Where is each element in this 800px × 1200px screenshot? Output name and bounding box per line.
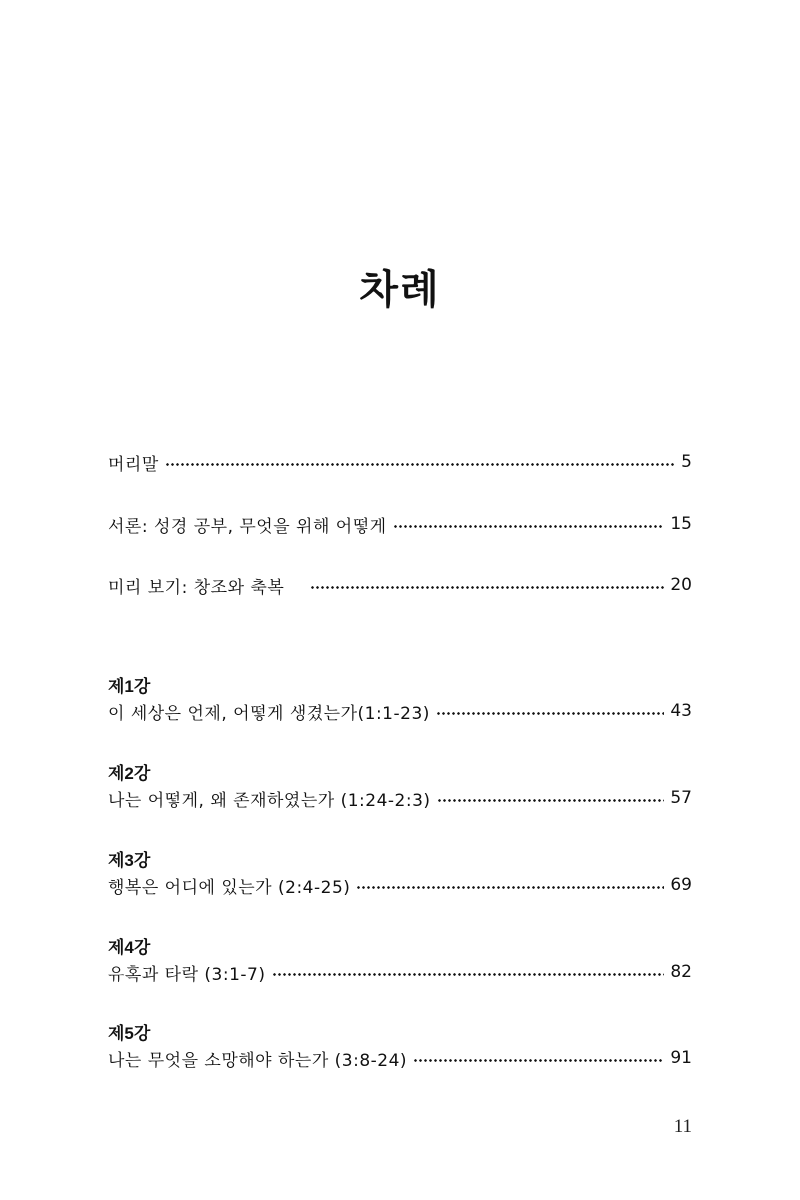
toc-entry-preface[interactable]: [108, 446, 692, 478]
toc-entry-page: 43: [670, 701, 692, 721]
toc-entry-page: 69: [670, 875, 692, 895]
toc-entry-page: 20: [670, 575, 692, 595]
toc-entry-label: 이 세상은 언제, 어떻게 생겼는가(1:1-23): [108, 703, 430, 724]
toc-entry-label: 나는 어떻게, 왜 존재하였는가 (1:24-2:3): [108, 790, 431, 811]
toc-leader-dots: [272, 973, 665, 976]
toc-leader-dots: [413, 1059, 664, 1062]
toc-leader-dots: [356, 886, 664, 889]
lecture-heading: 제5강: [108, 1024, 151, 1043]
toc-entry-introduction[interactable]: [108, 508, 692, 540]
toc-leader-dots: [310, 586, 664, 589]
toc-entry-page: 15: [670, 514, 692, 534]
page-title: 차례: [359, 267, 441, 313]
lecture-heading: 제3강: [108, 851, 151, 870]
toc-entry-label: 서론: 성경 공부, 무엇을 위해 어떻게: [108, 516, 387, 537]
page-number: 11: [673, 1116, 692, 1137]
toc-entry-label: 유혹과 타락 (3:1-7): [108, 964, 266, 985]
toc-leader-dots: [436, 712, 664, 715]
lecture-heading: 제4강: [108, 938, 151, 957]
toc-leader-dots: [437, 799, 665, 802]
lecture-heading: 제1강: [108, 677, 151, 696]
toc-entry-lecture-2[interactable]: [108, 782, 692, 814]
toc-leader-dots: [165, 463, 675, 466]
toc-entry-preview[interactable]: [108, 569, 692, 601]
toc-entry-label: 행복은 어디에 있는가 (2:4-25): [108, 877, 351, 898]
toc-entry-label: 머리말: [108, 454, 159, 475]
toc-entry-lecture-1[interactable]: [108, 695, 692, 727]
toc-entry-label: 미리 보기: 창조와 축복: [108, 577, 285, 598]
toc-entry-page: 82: [670, 962, 692, 982]
toc-leader-dots: [393, 525, 665, 528]
toc-entry-page: 91: [670, 1048, 692, 1068]
toc-entry-lecture-3[interactable]: [108, 869, 692, 901]
toc-entry-page: 5: [681, 452, 692, 472]
toc-entry-lecture-4[interactable]: [108, 956, 692, 988]
toc-entry-page: 57: [670, 788, 692, 808]
toc-entry-lecture-5[interactable]: [108, 1042, 692, 1074]
toc-entry-label: 나는 무엇을 소망해야 하는가 (3:8-24): [108, 1050, 408, 1071]
lecture-heading: 제2강: [108, 764, 151, 783]
